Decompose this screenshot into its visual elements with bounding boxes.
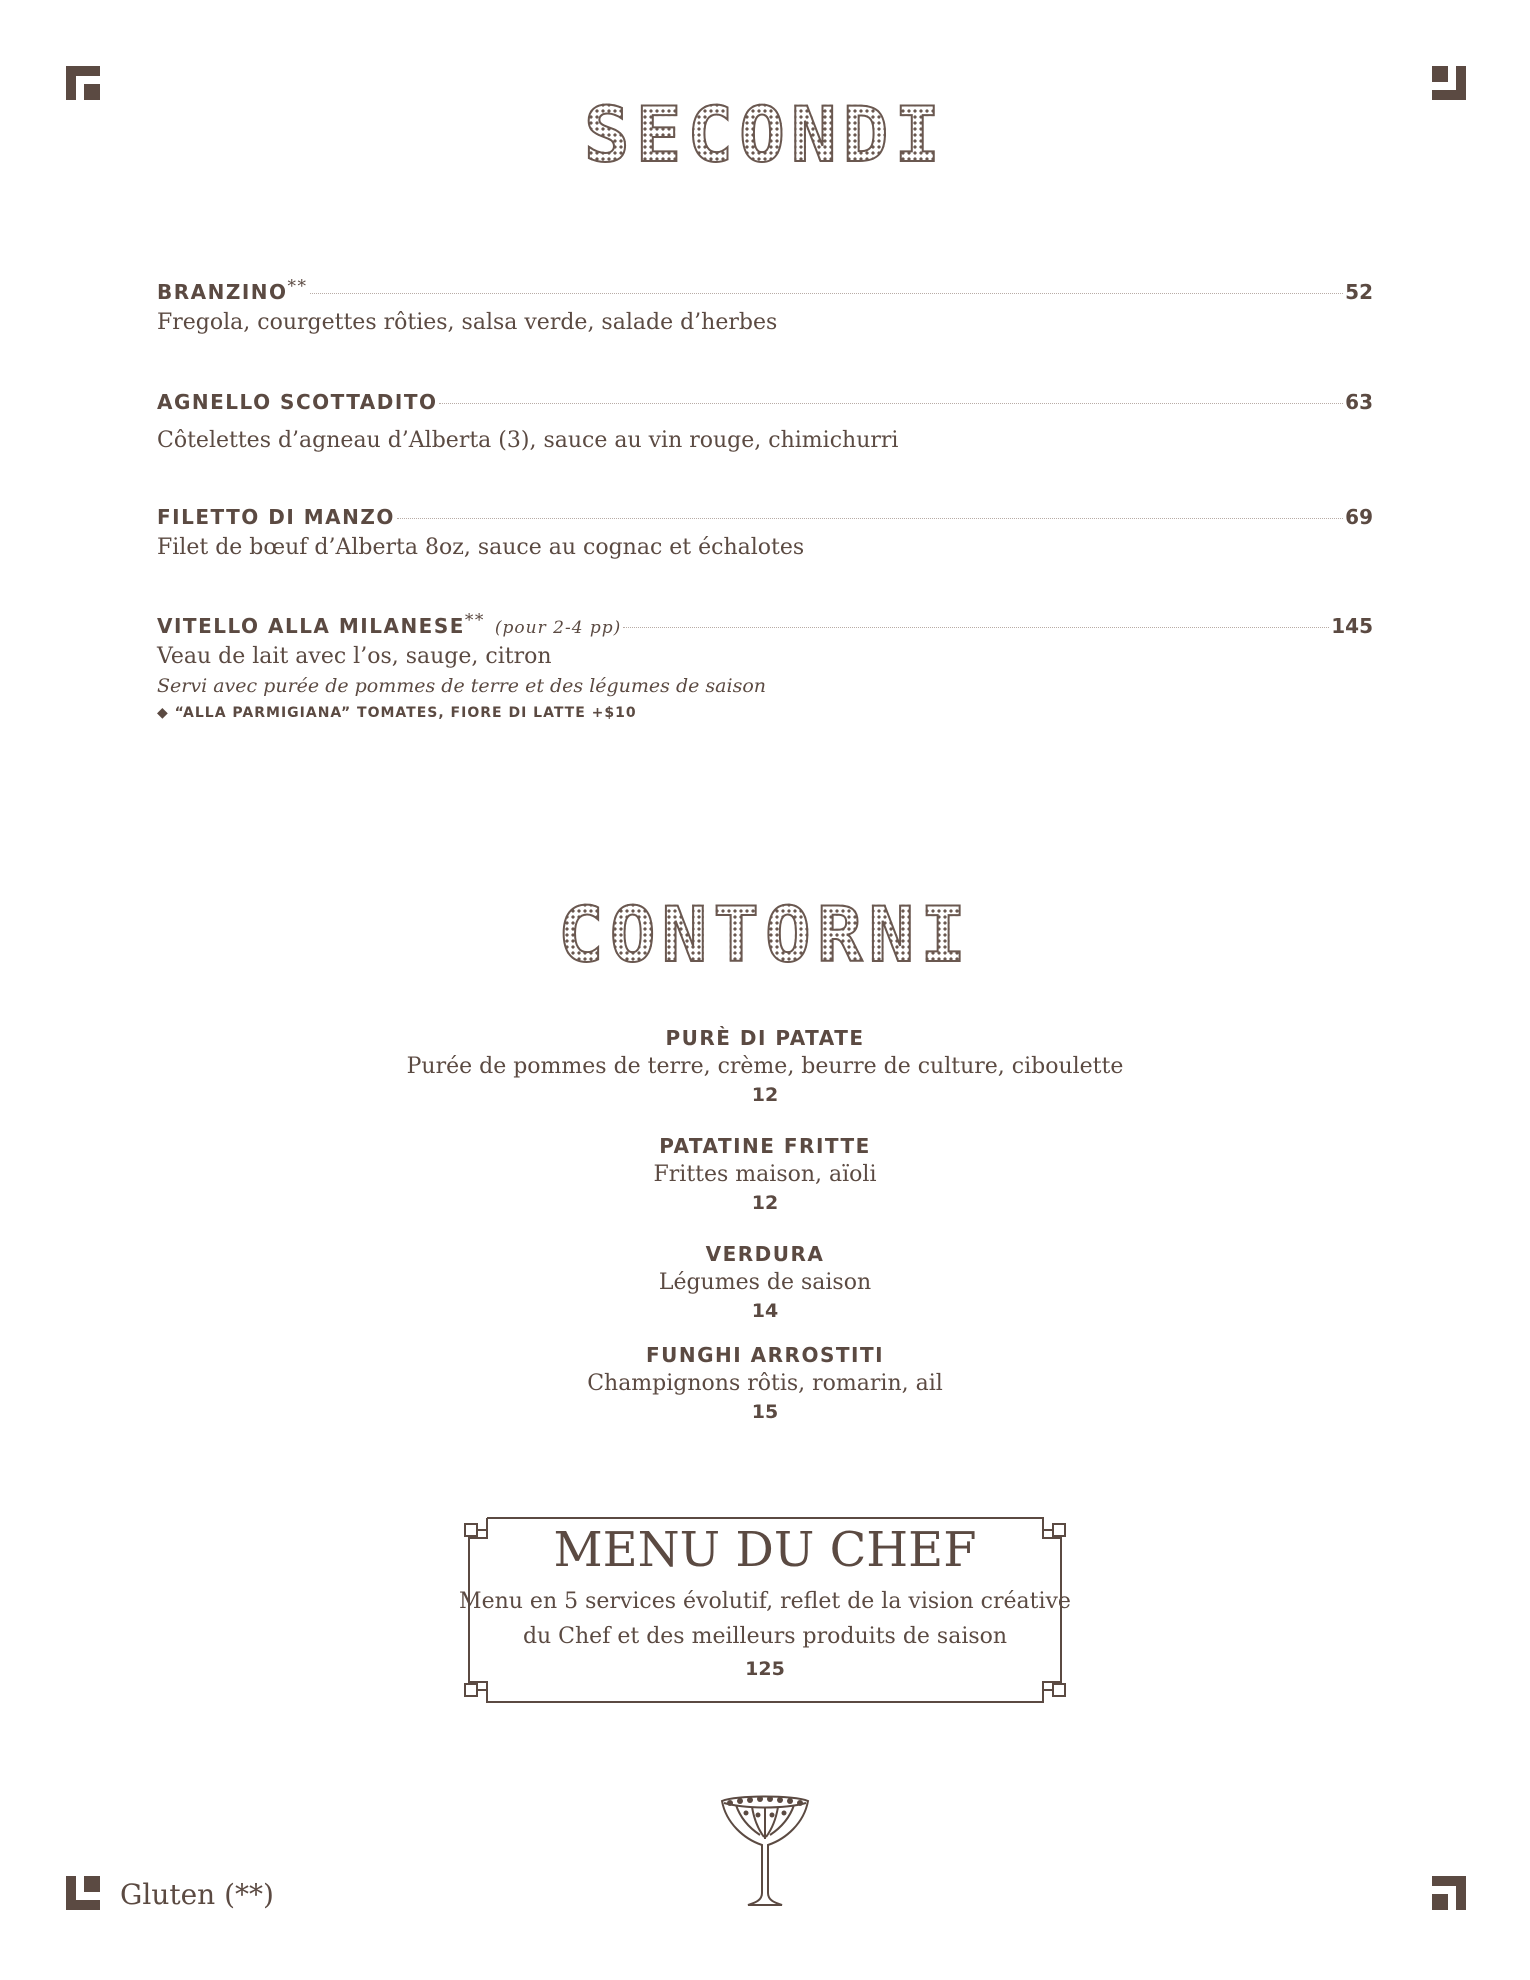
chef-menu-description-line: Menu en 5 services évolutif, reflet de la vision créative (459, 1589, 1071, 1614)
menu-item (157, 390, 1373, 453)
item-price: 69 (1345, 505, 1373, 529)
item-price: 145 (1331, 614, 1373, 638)
dotted-leader (623, 627, 1329, 628)
item-portion-note: (pour 2-4 pp) (494, 618, 622, 638)
side-dish (0, 1025, 1530, 1107)
chef-menu-price: 125 (745, 1658, 785, 1680)
menu-item (157, 276, 1373, 335)
side-dish-price: 12 (751, 1192, 779, 1214)
section-title-contorni: CONTORNI (0, 890, 1530, 979)
item-description: Veau de lait avec l’os, sauge, citron (157, 644, 552, 669)
dotted-leader (439, 403, 1343, 404)
menu-item (157, 505, 1373, 560)
side-dish-description: Champignons rôtis, romarin, ail (587, 1371, 943, 1396)
side-dish-description: Frittes maison, aïoli (653, 1162, 877, 1187)
side-dish-price: 15 (751, 1401, 779, 1423)
gluten-mark: ** (287, 276, 308, 297)
side-dish (0, 1241, 1530, 1323)
side-dish-price: 14 (751, 1300, 779, 1322)
item-name: VITELLO ALLA MILANESE** (157, 610, 485, 638)
chef-menu-description-line: du Chef et des meilleurs produits de saison (522, 1624, 1008, 1649)
item-name: BRANZINO** (157, 276, 308, 304)
item-name: AGNELLO SCOTTADITO (157, 390, 438, 414)
side-dish-name: PATATINE FRITTE (659, 1134, 871, 1158)
item-description: Fregola, courgettes rôties, salsa verde, salade d’herbes (157, 310, 778, 335)
menu-item (157, 610, 1373, 721)
side-dish-name: VERDURA (705, 1242, 825, 1266)
chef-menu (455, 1510, 1075, 1710)
side-dish-name: FUNGHI ARROSTITI (645, 1343, 885, 1367)
item-description: Filet de bœuf d’Alberta 8oz, sauce au cognac et échalotes (157, 535, 805, 560)
section-title-secondi: SECONDI (0, 90, 1530, 179)
item-serving-note: Servi avec purée de pommes de terre et des légumes de saison (157, 675, 766, 697)
side-dish (0, 1133, 1530, 1215)
side-dish-price: 12 (751, 1084, 779, 1106)
side-dish-description: Purée de pommes de terre, crème, beurre de culture, ciboulette (406, 1054, 1124, 1079)
gluten-mark: ** (464, 610, 485, 631)
item-name: FILETTO DI MANZO (157, 505, 395, 529)
side-dish-description: Légumes de saison (658, 1270, 872, 1295)
side-dish (0, 1342, 1530, 1424)
chef-menu-title: MENU DU CHEF (553, 1522, 977, 1578)
corner-ornament-icon (66, 1876, 100, 1910)
item-addon: ◆ “ALLA PARMIGIANA” TOMATES, FIORE DI LATTE +$10 (157, 705, 637, 721)
gluten-legend: Gluten (**) (120, 1878, 274, 1911)
item-price: 63 (1345, 390, 1373, 414)
item-description: Côtelettes d’agneau d’Alberta (3), sauce au vin rouge, chimichurri (157, 428, 899, 453)
dotted-leader (397, 518, 1343, 519)
dotted-leader (310, 293, 1344, 294)
item-price: 52 (1345, 280, 1373, 304)
cocktail-glass-icon (716, 1793, 814, 1913)
corner-ornament-icon (1432, 1876, 1466, 1910)
chef-menu-description (455, 1584, 1075, 1654)
side-dish-name: PURÈ DI PATATE (665, 1026, 865, 1050)
